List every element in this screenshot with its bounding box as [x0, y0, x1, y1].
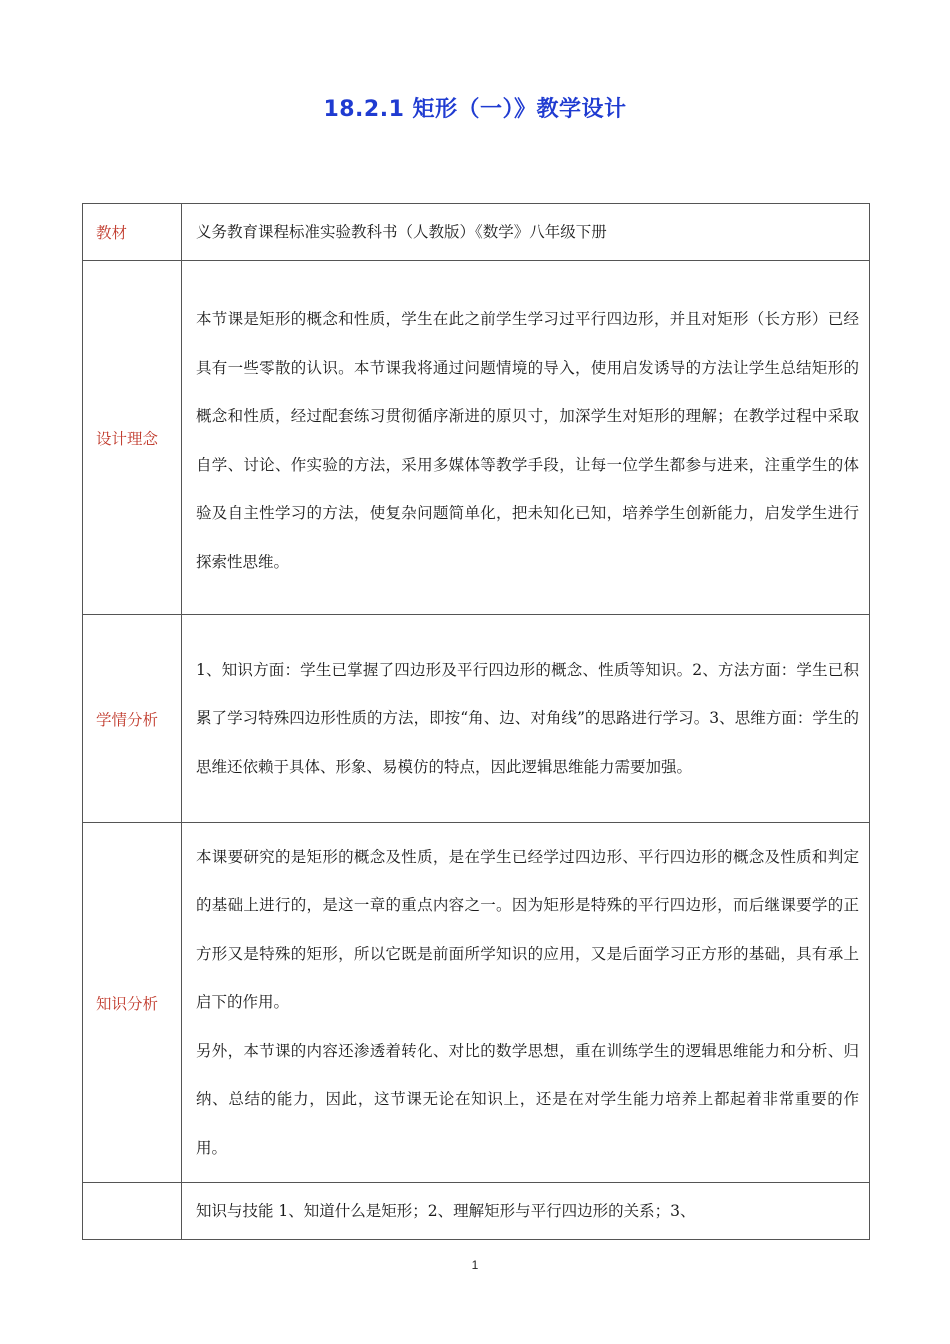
- table-row: [83, 1183, 870, 1240]
- row-content: [182, 261, 870, 615]
- table-row: [83, 615, 870, 823]
- paragraph: 1、知识方面：学生已掌握了四边形及平行四边形的概念、性质等知识。2、方法方面：学生已积累了学习特殊四边形性质的方法，即按“角、边、对角线”的思路进行学习。3、思维方面：学生的思维还依赖于具体、形象、易模仿的特点，因此逻辑思维能力需要加强。: [196, 660, 859, 776]
- row-content: [182, 615, 870, 823]
- table-row: [83, 261, 870, 615]
- row-content: [182, 823, 870, 1183]
- row-label: 教材: [83, 204, 182, 261]
- row-content: [182, 1183, 870, 1240]
- row-label: [83, 1183, 182, 1240]
- paragraph: 本课要研究的是矩形的概念及性质，是在学生已经学过四边形、平行四边形的概念及性质和判定的基础上进行的，是这一章的重点内容之一。因为矩形是特殊的平行四边形，而后继课要学的正方形又是特殊的矩形，所以它既是前面所学知识的应用，又是后面学习正方形的基础，具有承上启下的作用。: [196, 847, 859, 1012]
- paragraph: 本节课是矩形的概念和性质，学生在此之前学生学习过平行四边形，并且对矩形（长方形）已经具有一些零散的认识。本节课我将通过问题情境的导入，使用启发诱导的方法让学生总结矩形的概念和性质，经过配套练习贯彻循序渐进的原贝寸，加深学生对矩形的理解；在教学过程中采取自学、讨论、作实验的方法，采用多媒体等教学手段，让每一位学生都参与进来，注重学生的体验及自主性学习的方法，使复杂问题简单化，把未知化已知，培养学生创新能力，启发学生进行探索性思维。: [196, 310, 859, 571]
- table-row: [83, 204, 870, 261]
- row-label: 设计理念: [83, 261, 182, 615]
- table-row: [83, 823, 870, 1183]
- row-content: [182, 204, 870, 261]
- lesson-design-table: [82, 203, 870, 1240]
- paragraph: 义务教育课程标准实验教科书（人教版）《数学》八年级下册: [196, 222, 607, 241]
- paragraph: 知识与技能 1、知道什么是矩形；2、理解矩形与平行四边形的关系；3、: [196, 1201, 696, 1220]
- row-label: 学情分析: [83, 615, 182, 823]
- document-title: 18.2.1 矩形（一）》教学设计: [323, 97, 627, 122]
- paragraph: 另外，本节课的内容还渗透着转化、对比的数学思想，重在训练学生的逻辑思维能力和分析、归纳、总结的能力，因此，这节课无论在知识上，还是在对学生能力培养上都起着非常重要的作用。: [196, 1041, 859, 1157]
- row-label: 知识分析: [83, 823, 182, 1183]
- page-number: 1: [471, 1258, 479, 1272]
